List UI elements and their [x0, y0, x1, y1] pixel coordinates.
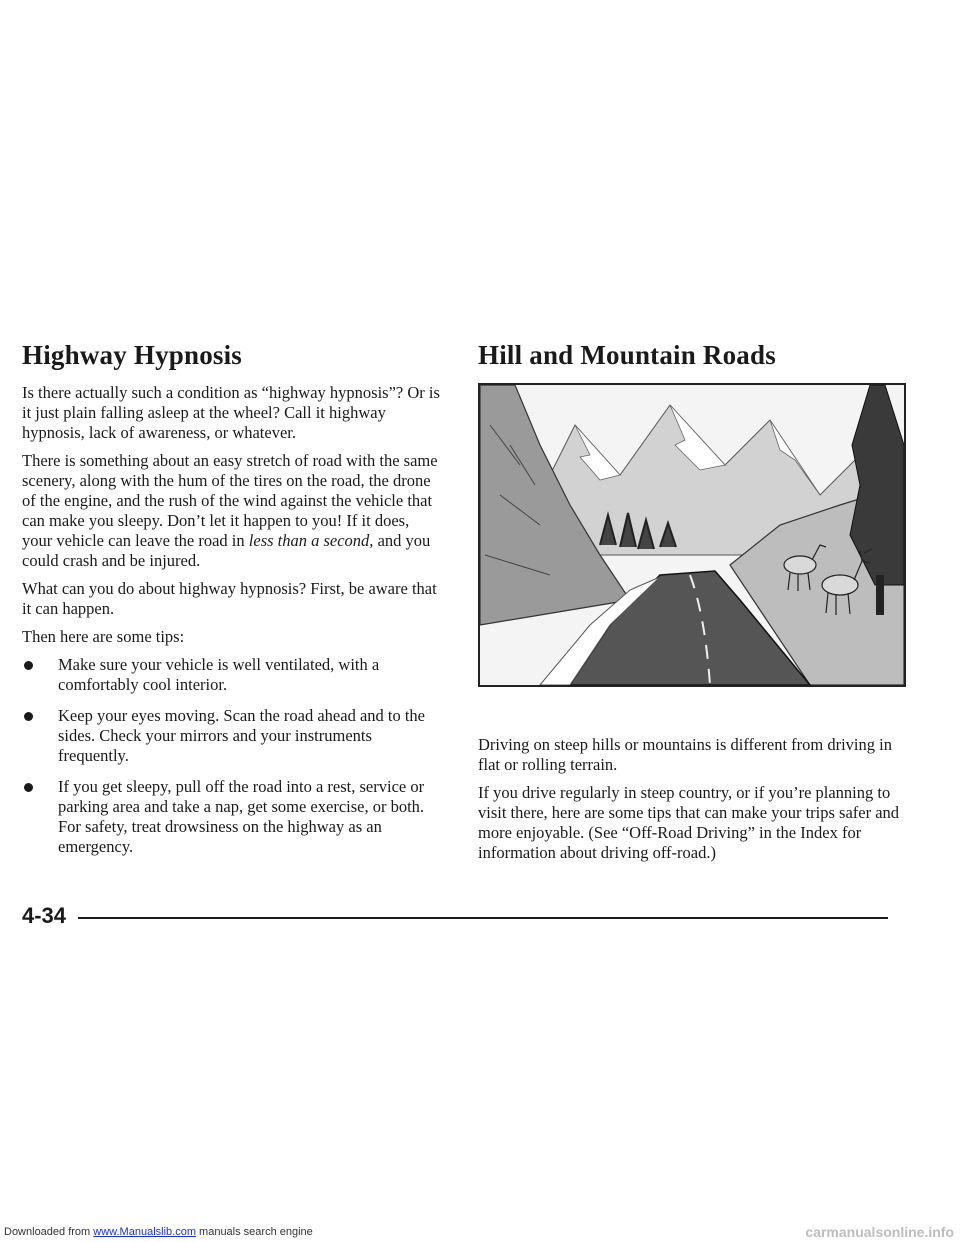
page-footer	[22, 903, 888, 933]
section-heading-highway-hypnosis: Highway Hypnosis	[22, 340, 243, 370]
paragraph-4: Then here are some tips:	[22, 627, 185, 646]
list-item: If you get sleepy, pull off the road into a rest, service or parking area and take a nap, get some exercise, or both. For safety, treat drowsiness on the highway as an emergency.	[22, 777, 442, 857]
watermark: carmanualsonline.info	[805, 1224, 954, 1240]
download-note: Downloaded from www.Manualslib.com manuals search engine	[4, 1226, 313, 1238]
paragraph-2: If you drive regularly in steep country, or if you’re planning to visit there, here are some tips that can make your trips safer and more enjoyable. (See “Off-Road Driving” in the Index for information about driving off-road.)	[478, 783, 900, 862]
tips-list	[22, 655, 442, 857]
footer-rule	[78, 917, 888, 919]
right-column	[478, 340, 908, 871]
mountain-road-illustration	[478, 383, 906, 687]
paragraph-1: Driving on steep hills or mountains is different from driving in flat or rolling terrain.	[478, 735, 892, 774]
bullet-icon	[24, 783, 33, 792]
bullet-icon	[24, 661, 33, 670]
section-heading-hill-mountain-roads: Hill and Mountain Roads	[478, 340, 776, 370]
page-number: 4-34	[22, 903, 67, 928]
list-item: Make sure your vehicle is well ventilated, with a comfortably cool interior.	[22, 655, 442, 695]
bullet-icon	[24, 712, 33, 721]
left-column	[22, 340, 442, 868]
paragraph-1: Is there actually such a condition as “highway hypnosis”? Or is it just plain falling asleep at the wheel? Call it highway hypnosis, lack of awareness, or whatever.	[22, 383, 440, 442]
paragraph-2: There is something about an easy stretch of road with the same scenery, along with the hum of the tires on the road, the drone of the engine, and the rush of the wind against the vehicle that can make you sleepy. Don’t let it happen to you! If it does, your vehicle can leave the road in less than a second, and you could crash and be injured.	[22, 451, 438, 570]
paragraph-3: What can you do about highway hypnosis? First, be aware that it can happen.	[22, 579, 437, 618]
emphasis-text: less than a second,	[248, 531, 374, 550]
list-item: Keep your eyes moving. Scan the road ahead and to the sides. Check your mirrors and your instruments frequently.	[22, 706, 442, 766]
mountain-road-drawing	[480, 385, 904, 685]
manualslib-link[interactable]: www.Manualslib.com	[93, 1226, 196, 1238]
